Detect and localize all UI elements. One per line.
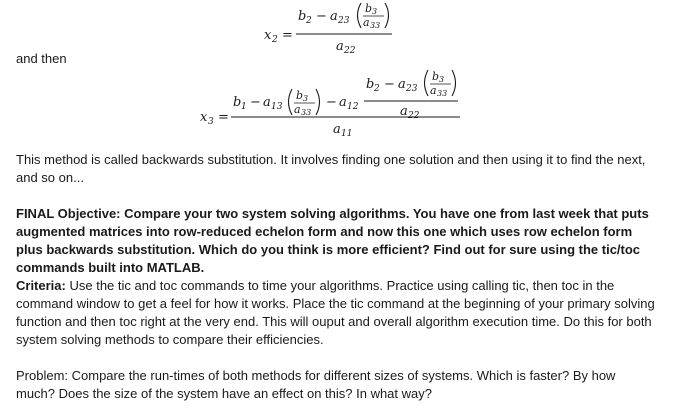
eq1-equals: = — [282, 28, 293, 43]
eq2-a11: a — [333, 122, 341, 137]
eq2-right-paren-2 — [452, 70, 456, 96]
eq2-a33b-sub: 33 — [437, 89, 448, 98]
eq2-b1: b — [233, 95, 242, 110]
eq2-minus-3: − — [384, 77, 395, 92]
eq2-a22: a — [400, 104, 408, 119]
eq1-b2-sub: 2 — [306, 16, 312, 26]
eq2-b3b-sub: 3 — [439, 75, 445, 84]
eq1-a22-sub: 22 — [344, 46, 356, 56]
criteria-label: Criteria: — [16, 278, 66, 293]
eq2-equals: = — [218, 110, 229, 125]
eq2-a22-sub: 22 — [408, 111, 420, 121]
eq2-a23: a — [398, 77, 406, 92]
eq2-left-paren-2 — [425, 70, 429, 96]
eq2-b3: b — [296, 89, 304, 102]
and-then-text: and then — [16, 51, 67, 66]
eq2-b2-sub: 2 — [374, 84, 380, 94]
eq2-left-paren-1 — [289, 89, 293, 115]
eq2-a23-sub: 23 — [406, 84, 418, 94]
eq1-a23: a — [330, 9, 338, 24]
eq1-b2: b — [298, 9, 307, 24]
eq2-a33-sub: 33 — [301, 108, 312, 117]
eq1-left-paren — [358, 3, 362, 28]
final-objective-paragraph — [16, 205, 656, 349]
eq1-frac-b3: b — [365, 2, 373, 15]
eq1-right-paren — [385, 3, 389, 28]
eq2-b2: b — [366, 77, 375, 92]
eq1-lhs-sub: 2 — [272, 35, 278, 45]
problem-paragraph: Problem: Compare the run-times of both methods for different sizes of systems. Which is faster? By how much? Does the size of the system have an effect on this? In what way? — [16, 368, 616, 401]
eq2-minus-1: − — [250, 95, 261, 110]
eq1-frac-a33: a — [363, 16, 370, 29]
criteria-text: Use the tic and toc commands to time your algorithms. Practice using calling tic, then toc in the command window to get a feel for how it works. Place the tic command at the beginning of your primary solving function and then toc right at the very end. This will ouput and overall algorithm execution time. Do this for both system solving methods to compare their efficiencies. — [16, 278, 655, 347]
equation-x2 — [0, 0, 673, 60]
eq2-lhs: x — [200, 110, 208, 125]
eq2-a12: a — [339, 95, 347, 110]
eq1-minus: − — [316, 9, 327, 24]
equation-x3 — [0, 62, 673, 142]
eq1-lhs: x — [264, 28, 272, 43]
eq2-b3b: b — [432, 70, 440, 83]
eq2-right-paren-1 — [316, 89, 320, 115]
eq1-frac-b3-sub: 3 — [372, 7, 378, 16]
final-objective-text: FINAL Objective: Compare your two system solving algorithms. You have one from last week that puts augmented matrices into row-reduced echelon form and now this one which uses row echelon form plus backwards substitution. Which do you think is more efficient? Find out for sure using the tic/toc commands built into MATLAB. — [16, 206, 649, 275]
eq2-a12-sub: 12 — [347, 102, 359, 112]
eq2-lhs-sub: 3 — [208, 117, 214, 127]
eq2-a13: a — [263, 95, 271, 110]
eq2-a11-sub: 11 — [341, 129, 353, 139]
eq2-a33: a — [294, 103, 301, 116]
eq2-b3-sub: 3 — [303, 94, 309, 103]
eq2-b1-sub: 1 — [241, 102, 247, 112]
eq1-frac-a33-sub: 33 — [370, 21, 381, 30]
eq1-a23-sub: 23 — [338, 16, 350, 26]
backwards-substitution-paragraph: This method is called backwards substitution. It involves finding one solution and then using it to find the next, and so on... — [16, 152, 646, 185]
eq2-minus-2: − — [326, 95, 337, 110]
eq1-a22: a — [336, 39, 344, 54]
eq2-a13-sub: 13 — [271, 102, 283, 112]
eq2-a33b: a — [430, 84, 437, 97]
